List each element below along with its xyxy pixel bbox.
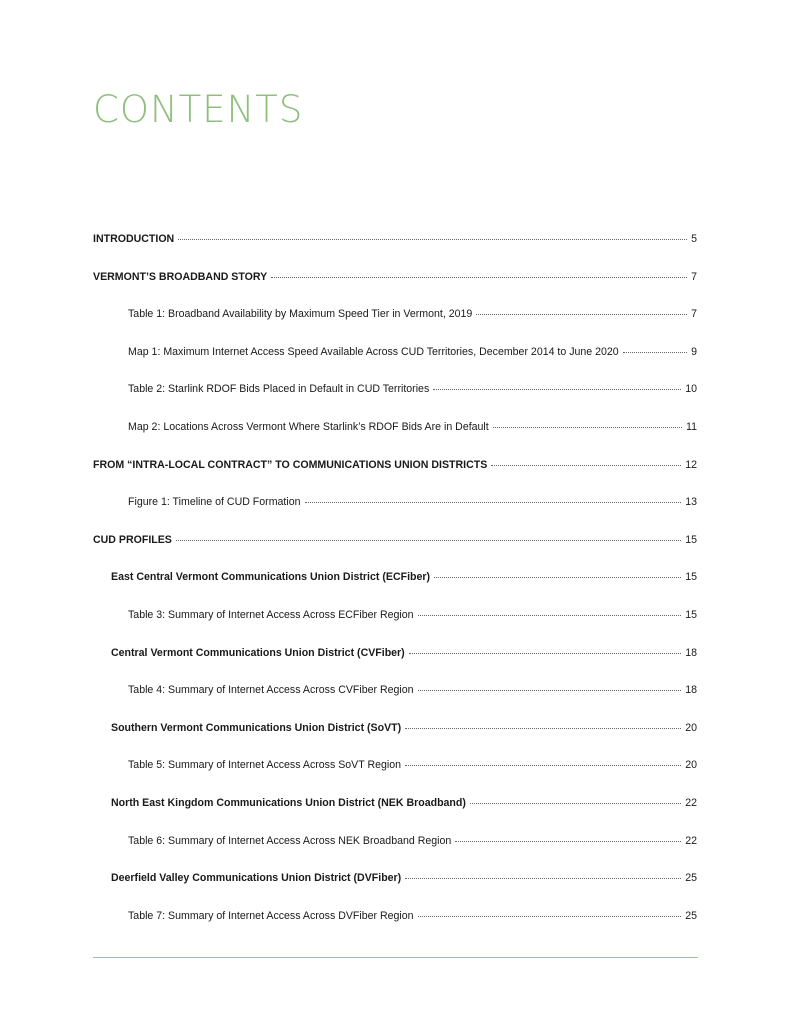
- toc-entry-label: Table 7: Summary of Internet Access Across DVFiber Region: [128, 909, 414, 922]
- page-title: CONTENTS: [93, 88, 304, 131]
- toc-leader-dots: [434, 577, 681, 578]
- toc-leader-dots: [418, 916, 682, 917]
- toc-subsection-entry[interactable]: [111, 871, 697, 885]
- toc-entry-label: Table 4: Summary of Internet Access Across CVFiber Region: [128, 684, 414, 697]
- toc-leader-dots: [305, 502, 682, 503]
- toc-entry-label: INTRODUCTION: [93, 233, 175, 245]
- toc-leader-dots: [409, 653, 681, 654]
- toc-page-number: 15: [685, 571, 697, 584]
- toc-page-number: 22: [685, 797, 697, 809]
- toc-figure-entry[interactable]: [128, 420, 697, 434]
- toc-page-number: 11: [686, 421, 697, 433]
- toc-leader-dots: [418, 615, 682, 616]
- toc-page-number: 7: [691, 270, 697, 283]
- toc-leader-dots: [405, 878, 681, 879]
- toc-section-entry[interactable]: [93, 533, 697, 547]
- toc-entry-label: Table 2: Starlink RDOF Bids Placed in Default in CUD Territories: [128, 383, 430, 396]
- toc-entry-label: North East Kingdom Communications Union District (NEK Broadband): [111, 797, 466, 809]
- toc-page-number: 22: [685, 834, 697, 847]
- toc-entry-label: Table 3: Summary of Internet Access Across ECFiber Region: [128, 609, 414, 621]
- toc-leader-dots: [476, 314, 687, 315]
- toc-leader-dots: [405, 728, 681, 729]
- toc-leader-dots: [176, 540, 681, 541]
- toc-page-number: 13: [685, 496, 697, 509]
- toc-figure-entry[interactable]: [128, 758, 697, 772]
- toc-page-number: 9: [691, 345, 697, 358]
- toc-page-number: 5: [691, 233, 697, 245]
- toc-page-number: 10: [685, 383, 697, 396]
- toc-subsection-entry[interactable]: [111, 721, 697, 735]
- toc-leader-dots: [470, 803, 681, 804]
- toc-page-number: 20: [685, 759, 697, 772]
- footer-rule: [93, 957, 698, 958]
- toc-page-number: 15: [685, 609, 697, 621]
- toc-figure-entry[interactable]: [128, 834, 697, 848]
- toc-figure-entry[interactable]: [128, 307, 697, 321]
- toc-leader-dots: [178, 239, 687, 240]
- toc-subsection-entry[interactable]: [111, 570, 697, 584]
- toc-section-entry[interactable]: [93, 232, 697, 246]
- toc-figure-entry[interactable]: [128, 608, 697, 622]
- toc-page-number: 7: [691, 308, 697, 321]
- toc-entry-label: VERMONT’S BROADBAND STORY: [93, 270, 268, 283]
- toc-entry-label: Southern Vermont Communications Union District (SoVT): [111, 721, 402, 734]
- toc-leader-dots: [491, 465, 681, 466]
- toc-entry-label: Map 2: Locations Across Vermont Where Starlink’s RDOF Bids Are in Default: [128, 421, 489, 433]
- toc-leader-dots: [493, 427, 682, 428]
- toc-page-number: 12: [685, 458, 697, 471]
- toc-page-number: 20: [685, 721, 697, 734]
- toc-leader-dots: [623, 352, 687, 353]
- toc-page-number: 15: [685, 533, 697, 546]
- toc-page-number: 18: [685, 684, 697, 697]
- toc-entry-label: Figure 1: Timeline of CUD Formation: [128, 496, 301, 509]
- toc-section-entry[interactable]: [93, 458, 697, 472]
- toc-figure-entry[interactable]: [128, 495, 697, 509]
- toc-entry-label: Deerfield Valley Communications Union District (DVFiber): [111, 872, 402, 885]
- toc-entry-label: FROM “INTRA-LOCAL CONTRACT” TO COMMUNICATIONS UNION DISTRICTS: [93, 458, 488, 471]
- toc-figure-entry[interactable]: [128, 382, 697, 396]
- toc-entry-label: East Central Vermont Communications Union District (ECFiber): [111, 571, 431, 584]
- toc-page-number: 18: [685, 646, 697, 659]
- toc-page-number: 25: [685, 872, 697, 885]
- toc-entry-label: Map 1: Maximum Internet Access Speed Available Across CUD Territories, December 2014 to June 2020: [128, 345, 619, 358]
- toc-leader-dots: [455, 841, 681, 842]
- toc-entry-label: Central Vermont Communications Union District (CVFiber): [111, 646, 405, 659]
- toc-entry-label: CUD PROFILES: [93, 533, 172, 546]
- toc-section-entry[interactable]: [93, 270, 697, 284]
- toc-subsection-entry[interactable]: [111, 796, 697, 810]
- toc-entry-label: Table 1: Broadband Availability by Maximum Speed Tier in Vermont, 2019: [128, 308, 473, 321]
- toc-entry-label: Table 6: Summary of Internet Access Across NEK Broadband Region: [128, 834, 452, 847]
- toc-figure-entry[interactable]: [128, 683, 697, 697]
- toc-page-number: 25: [685, 909, 697, 922]
- toc-figure-entry[interactable]: [128, 909, 697, 923]
- toc-leader-dots: [271, 277, 687, 278]
- toc-figure-entry[interactable]: [128, 345, 697, 359]
- toc-leader-dots: [433, 389, 681, 390]
- toc-leader-dots: [405, 765, 681, 766]
- toc-entry-label: Table 5: Summary of Internet Access Across SoVT Region: [128, 759, 402, 772]
- toc-leader-dots: [418, 690, 682, 691]
- toc-subsection-entry[interactable]: [111, 646, 697, 660]
